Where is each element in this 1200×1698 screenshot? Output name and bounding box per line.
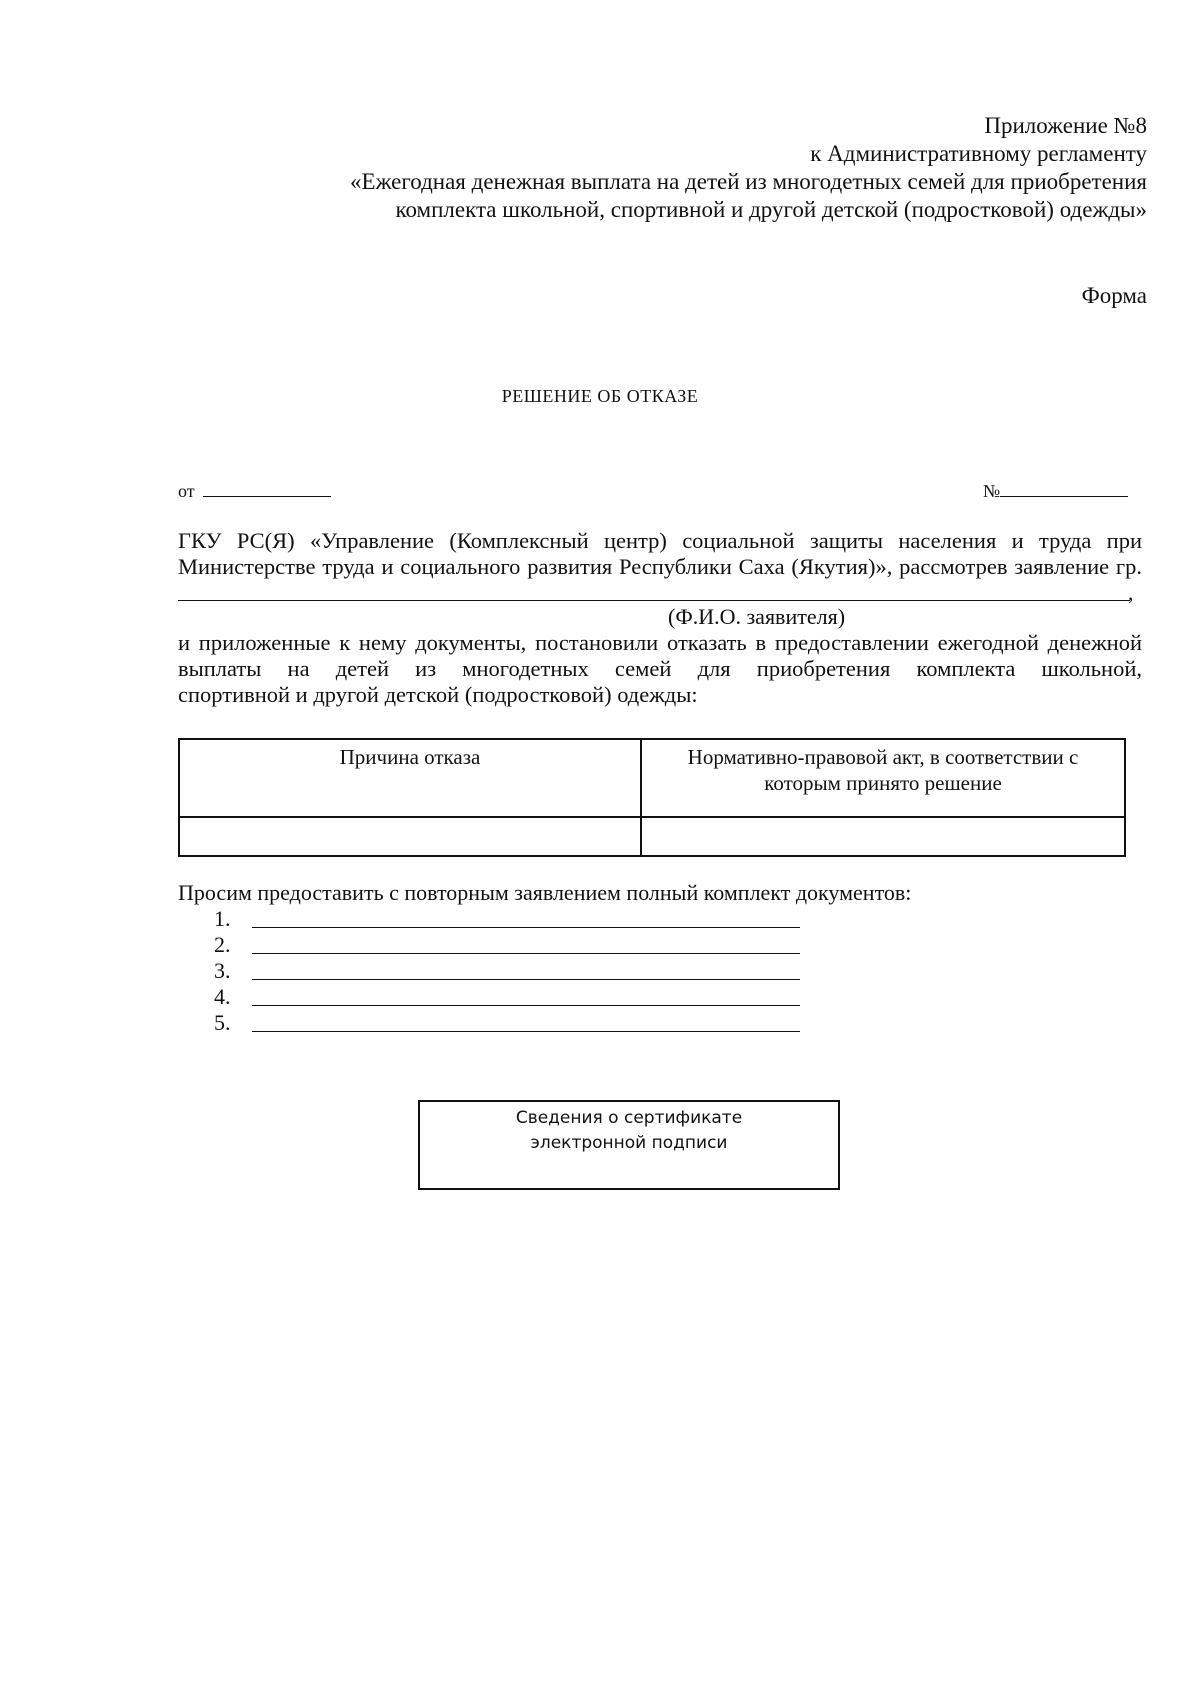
request-text: Просим предоставить с повторным заявлением полный комплект документов: <box>178 880 912 905</box>
table-header-legal-act: Нормативно-правовой акт, в соответствии с которым принято решение <box>641 739 1125 817</box>
list-item-blank <box>252 953 800 954</box>
list-item: 2. <box>214 932 252 958</box>
applicant-name-blank <box>178 600 1130 601</box>
number-field <box>983 480 1128 502</box>
table-cell-legal-act <box>641 817 1125 856</box>
date-blank <box>203 480 331 497</box>
list-item-blank <box>252 979 800 980</box>
table-header-row <box>179 739 1125 817</box>
table-cell-reason <box>179 817 641 856</box>
applicant-name-caption: (Ф.И.О. заявителя) <box>668 604 846 629</box>
appendix-regulation: к Административному регламенту <box>810 141 1147 166</box>
list-item: 3. <box>214 958 252 984</box>
applicant-name-comma: , <box>1128 580 1134 605</box>
list-item: 5. <box>214 1010 252 1036</box>
decision-line-3: спортивной и другой детской (подростковой) одежды: <box>178 682 698 707</box>
appendix-service-name-2: комплекта школьной, спортивной и другой детской (подростковой) одежды» <box>395 197 1147 222</box>
e-signature-line-2: электронной подписи <box>530 1133 728 1153</box>
decision-line-1: и приложенные к нему документы, постановили отказать в предоставлении ежегодной денежной <box>178 630 1142 655</box>
refusal-reason-table <box>178 738 1126 857</box>
e-signature-box <box>418 1100 840 1190</box>
list-item-blank <box>252 927 800 928</box>
list-item-blank <box>252 1031 800 1032</box>
number-prefix: № <box>983 481 1001 501</box>
appendix-number: Приложение №8 <box>984 113 1147 138</box>
document-list <box>214 906 252 1036</box>
appendix-service-name-1: «Ежегодная денежная выплата на детей из многодетных семей для приобретения <box>350 169 1147 194</box>
appendix-header <box>247 112 1147 224</box>
table-header-reason: Причина отказа <box>179 739 641 817</box>
intro-line-2: Министерстве труда и социального развития Республики Саха (Якутия)», рассмотрев заявление гр. <box>178 554 1142 579</box>
list-item: 1. <box>214 906 252 932</box>
number-blank <box>1000 480 1128 497</box>
list-item-blank <box>252 1005 800 1006</box>
document-title: РЕШЕНИЕ ОБ ОТКАЗЕ <box>501 386 699 406</box>
list-item: 4. <box>214 984 252 1010</box>
form-label: Форма <box>1081 283 1147 308</box>
date-field <box>178 480 331 502</box>
intro-line-1: ГКУ РС(Я) «Управление (Комплексный центр) социальной защиты населения и труда при <box>178 528 1142 553</box>
table-row <box>179 817 1125 856</box>
date-prefix: от <box>178 481 195 501</box>
e-signature-line-1: Сведения о сертификате <box>515 1108 743 1128</box>
decision-line-2: выплаты на детей из многодетных семей для приобретения комплекта школьной, <box>178 656 1142 681</box>
